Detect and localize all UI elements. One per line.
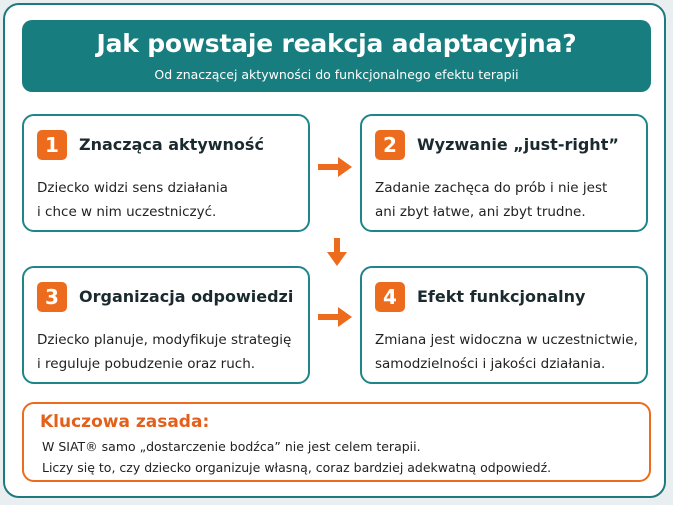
step-description-line: Dziecko planuje, modyfikuje strategię [37,332,292,348]
step-title: Wyzwanie „just-right” [417,135,619,154]
step-number-badge: 3 [37,282,67,312]
key-principle-line: W SIAT® samo „dostarczenie bodźca” nie jest celem terapii. [42,439,421,454]
step-card-4 [360,266,648,384]
header-banner [22,20,651,92]
step-title: Organizacja odpowiedzi [79,287,294,306]
step-card-3 [22,266,310,384]
step-description-line: Dziecko widzi sens działania [37,180,228,196]
step-description [375,328,640,376]
step-description-line: Zadanie zachęca do prób i nie jest [375,180,608,196]
step-description-line: ani zbyt łatwe, ani zbyt trudne. [375,204,586,220]
step-title: Znacząca aktywność [79,135,264,154]
arrow-right-icon [316,156,354,178]
step-description [37,176,302,224]
step-number-badge: 2 [375,130,405,160]
step-description-line: samodzielności i jakości działania. [375,356,606,372]
step-description-line: Zmiana jest widoczna w uczestnictwie, [375,332,638,348]
step-number-badge: 1 [37,130,67,160]
step-card-2 [360,114,648,232]
step-title: Efekt funkcjonalny [417,287,586,306]
key-principle-title: Kluczowa zasada: [40,412,210,432]
key-principle-line: Liczy się to, czy dziecko organizuje własną, coraz bardziej adekwatną odpowiedź. [42,460,552,475]
arrow-down-icon [326,236,348,268]
page-title: Jak powstaje reakcja adaptacyjna? [96,29,577,58]
key-principle-box [22,402,651,482]
step-description-line: i chce w nim uczestniczyć. [37,204,217,220]
step-description-line: i reguluje pobudzenie oraz ruch. [37,356,256,372]
step-description [37,328,302,376]
step-card-1 [22,114,310,232]
page-subtitle: Od znaczącej aktywności do funkcjonalnego efektu terapii [154,67,519,82]
step-number-badge: 4 [375,282,405,312]
step-description [375,176,640,224]
arrow-right-icon [316,306,354,328]
